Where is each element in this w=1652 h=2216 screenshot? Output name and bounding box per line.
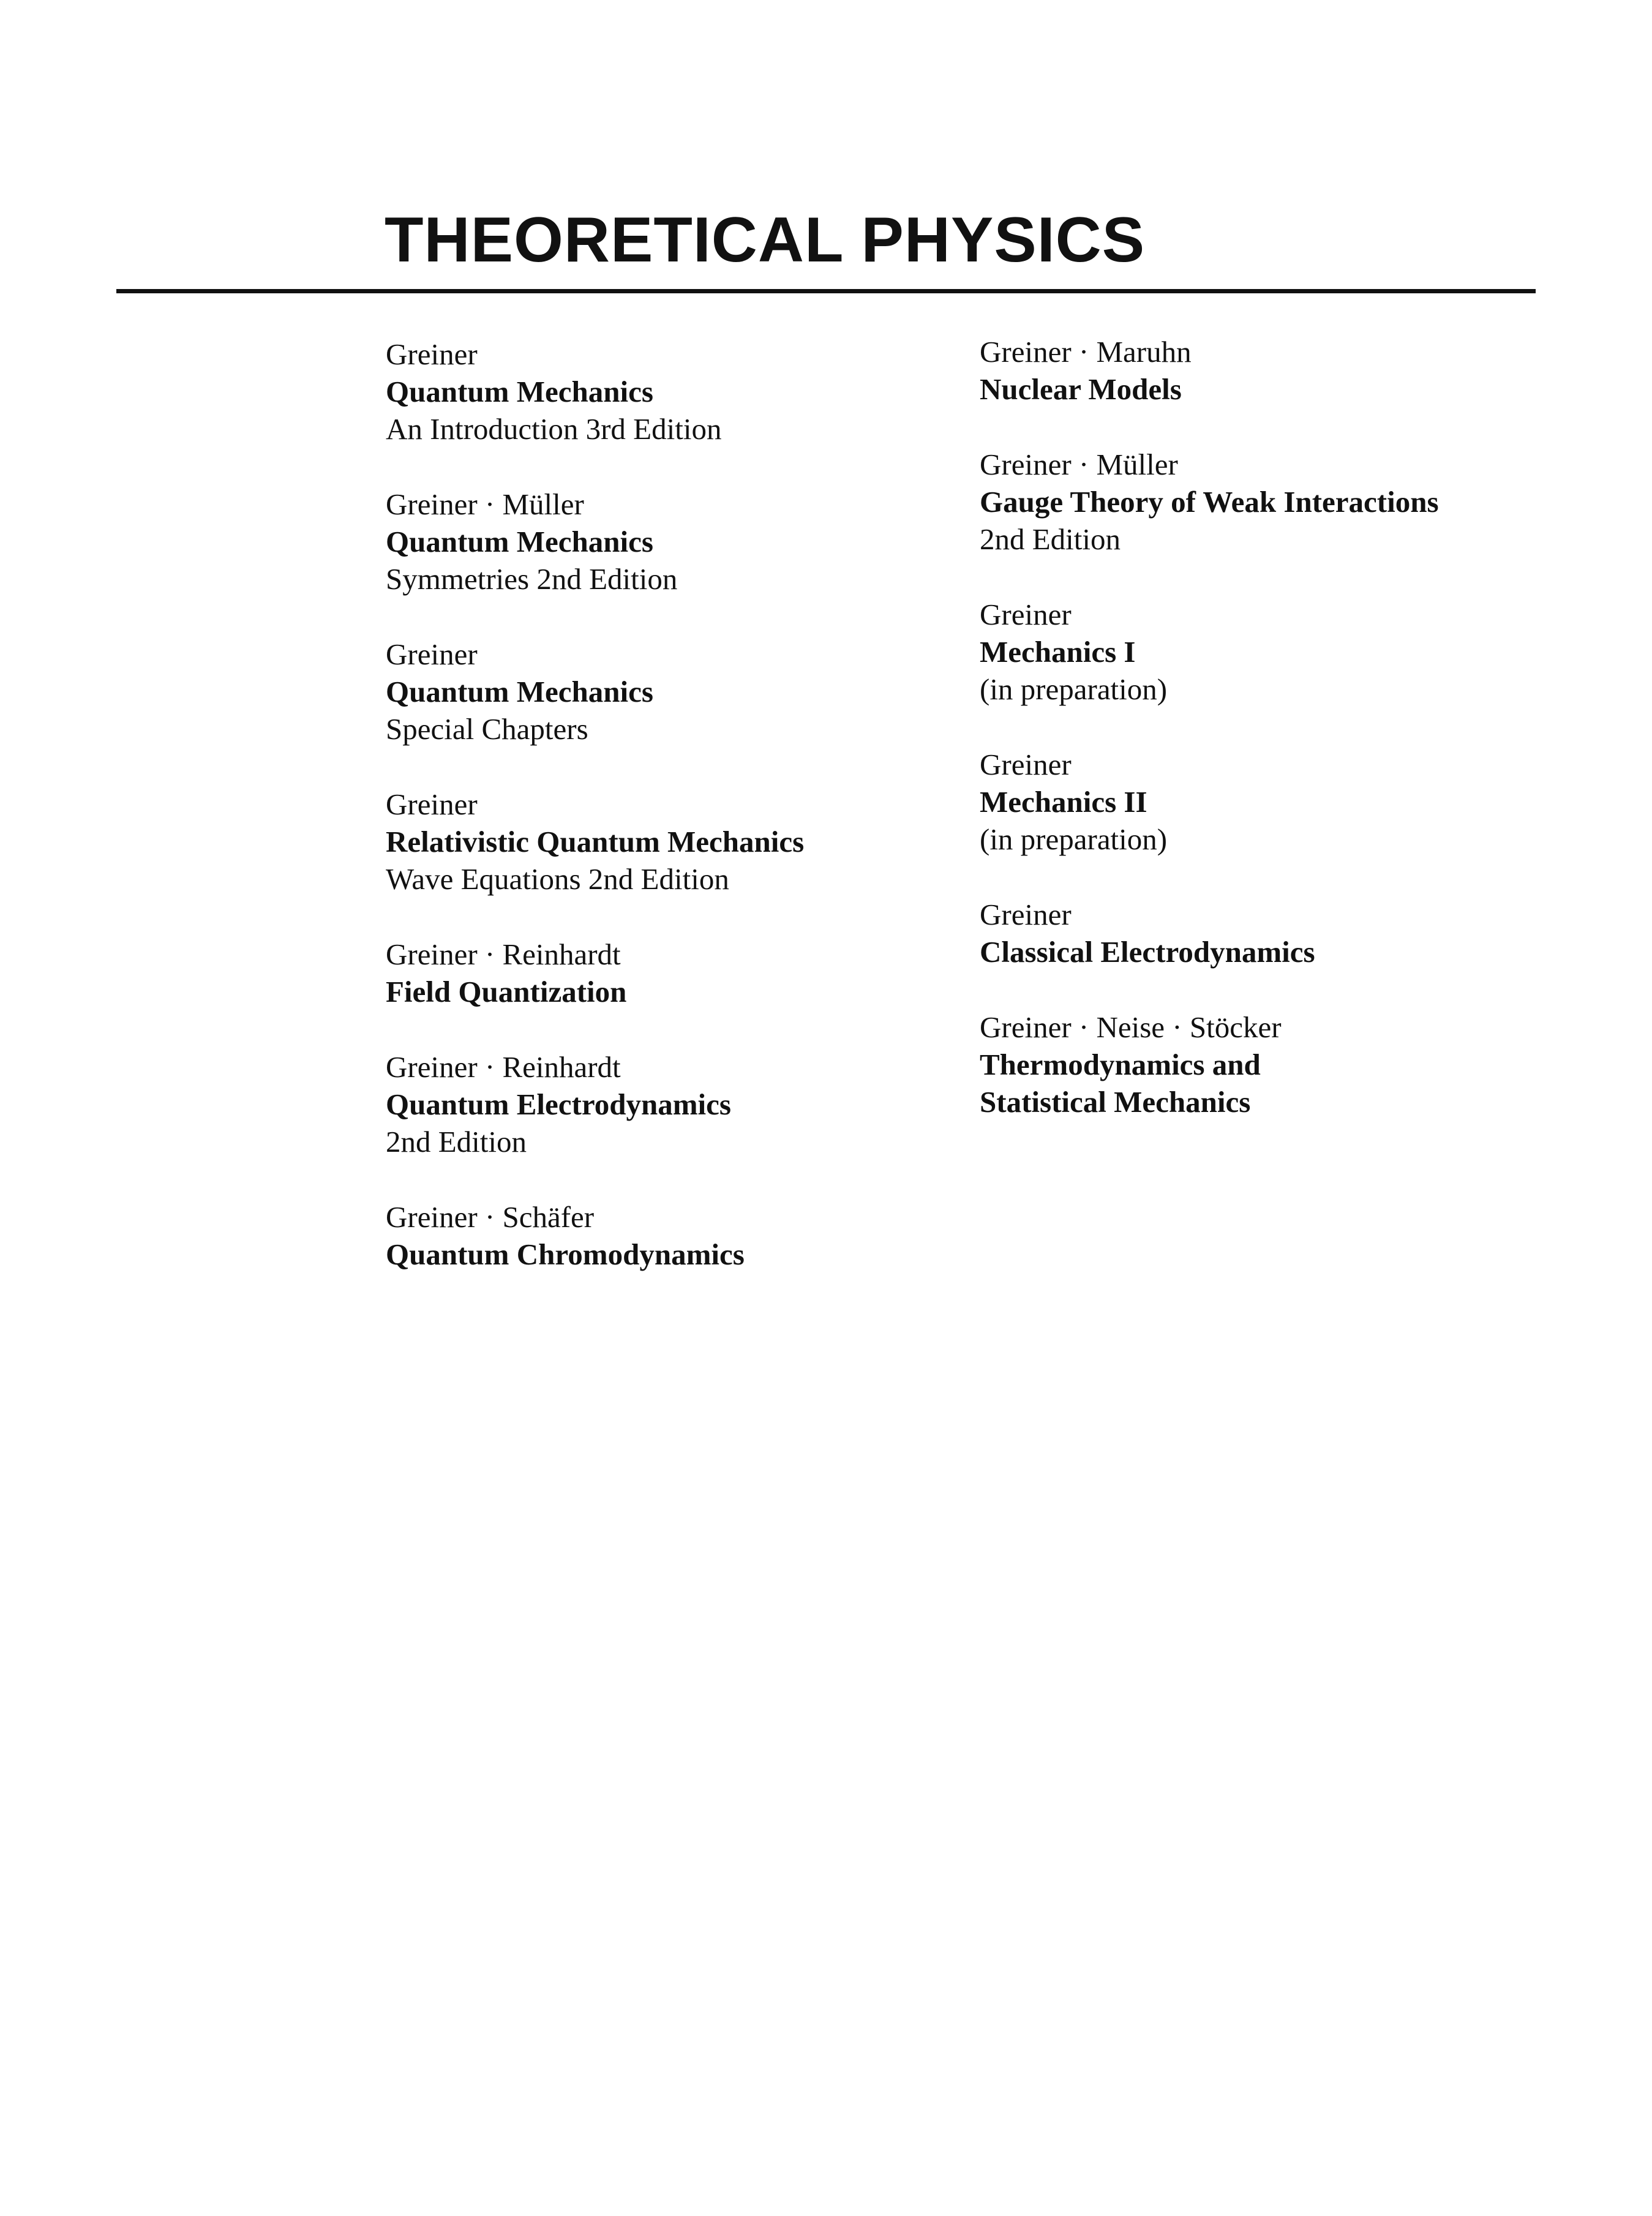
book-subtitle: 2nd Edition [980,522,1121,556]
book-entry [386,486,804,598]
right-book-list [980,333,1439,1159]
book-title-continued: Statistical Mechanics [980,1085,1251,1119]
book-authors: Greiner [980,598,1072,631]
book-subtitle: 2nd Edition [386,1125,527,1159]
book-subtitle: Special Chapters [386,712,588,746]
book-entry [386,1048,804,1160]
book-entry [386,636,804,748]
book-entry [386,336,804,448]
book-authors: Greiner · Schäfer [386,1200,595,1234]
book-authors: Greiner · Müller [386,487,584,521]
page-title: THEORETICAL PHYSICS [385,205,1146,276]
book-authors: Greiner · Reinhardt [386,1050,621,1084]
book-subtitle: Wave Equations 2nd Edition [386,862,729,896]
book-title: Thermodynamics and [980,1048,1261,1081]
book-entry [386,786,804,898]
book-title: Quantum Mechanics [386,525,653,558]
book-title: Classical Electrodynamics [980,935,1315,969]
book-authors: Greiner [980,748,1072,781]
book-title: Quantum Electrodynamics [386,1087,731,1121]
book-entry [980,896,1439,971]
book-title: Mechanics I [980,635,1136,669]
book-subtitle: An Introduction 3rd Edition [386,412,722,446]
book-entry [980,746,1439,858]
book-title: Relativistic Quantum Mechanics [386,825,805,858]
book-entry [980,596,1439,708]
book-title: Nuclear Models [980,372,1182,406]
book-authors: Greiner · Müller [980,448,1178,481]
book-title: Field Quantization [386,975,627,1008]
left-book-list [386,336,804,1311]
book-entry [980,1008,1439,1121]
book-subtitle: (in preparation) [980,822,1168,856]
book-entry [386,936,804,1010]
book-authors: Greiner [386,637,478,671]
title-rule [116,289,1536,293]
book-subtitle: (in preparation) [980,672,1168,706]
book-subtitle: Symmetries 2nd Edition [386,562,678,596]
book-title: Quantum Chromodynamics [386,1238,745,1271]
book-authors: Greiner · Maruhn [980,335,1192,369]
book-authors: Greiner · Reinhardt [386,937,621,971]
book-title: Gauge Theory of Weak Interactions [980,485,1439,519]
book-entry [386,1198,804,1273]
book-authors: Greiner · Neise · Stöcker [980,1010,1282,1044]
book-title: Quantum Mechanics [386,375,653,408]
book-entry [980,446,1439,558]
book-entry [980,333,1439,408]
book-title: Quantum Mechanics [386,675,653,708]
book-title: Mechanics II [980,785,1147,819]
book-authors: Greiner [980,898,1072,931]
book-authors: Greiner [386,337,478,371]
book-authors: Greiner [386,787,478,821]
